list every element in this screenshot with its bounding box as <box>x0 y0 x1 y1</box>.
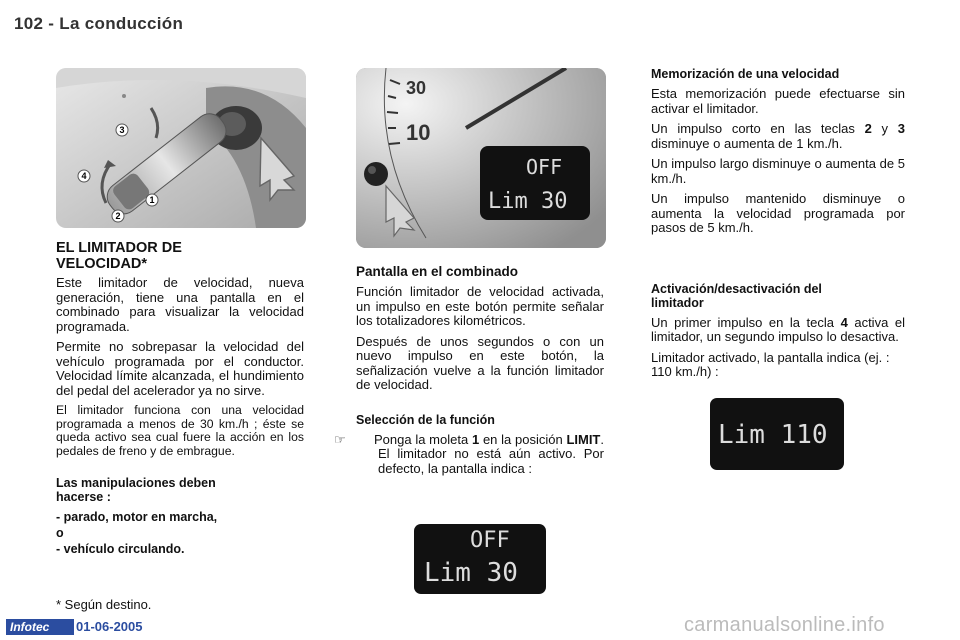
lcd-off-line1: OFF <box>470 528 510 553</box>
manipulation-heading: Las manipulaciones deben hacerse : <box>56 476 216 505</box>
infotec-logo: Infotec <box>6 619 74 635</box>
label-3: 3 <box>119 125 125 135</box>
dial-label-30: 30 <box>406 78 427 98</box>
lcd-off-line2: Lim 30 <box>424 558 518 588</box>
col1-paragraph-3: El limitador funciona con una velocidad programada a menos de 30 km./h ; éste se queda activo sea cual fuere la acción en los pedales de freno y de embrague. <box>56 403 304 458</box>
section-title: La conducción <box>59 14 184 33</box>
lcd-110-line: Lim 110 <box>718 420 828 450</box>
page-title <box>14 14 183 34</box>
manipulation-item-1: - parado, motor en marcha, <box>56 510 218 525</box>
label-1: 1 <box>149 195 155 205</box>
column-3 <box>651 67 905 386</box>
cluster-illustration <box>356 68 606 248</box>
column-2 <box>334 264 604 482</box>
label-2: 2 <box>115 211 121 221</box>
manipulation-item-2: - vehículo circulando. <box>56 542 185 557</box>
cluster-lcd-line1: OFF <box>526 155 563 179</box>
footer-date: 01-06-2005 <box>76 619 143 634</box>
watermark: carmanualsonline.info <box>684 614 885 636</box>
col3-paragraph-6: Limitador activado, la pantalla indica (ej. : 110 km./h) : <box>651 349 890 379</box>
limiter-heading: EL LIMITADOR DE VELOCIDAD* <box>56 240 182 272</box>
col1-paragraph-2: Permite no sobrepasar la velocidad del vehículo programada por el conductor. Velocidad límite alcanzada, el hundimiento del pedal del acelerador ya no sirve. <box>56 339 304 398</box>
lcd-display-off <box>414 524 546 594</box>
hand-pointer-icon: ☞ <box>334 431 346 447</box>
col3-paragraph-5: Un primer impulso en la tecla 4 activa el limitador, un segundo impulso lo desactiva. <box>651 314 905 344</box>
column-1 <box>56 240 304 556</box>
selection-instruction: ☞ Ponga la moleta 1 en la posición LIMIT. El limitador no está aún activo. Por defecto, la pantalla indica : <box>334 431 604 476</box>
manipulation-or: o <box>56 526 64 541</box>
col2-paragraph-2: Después de unos segundos o con un nuevo impulso en este botón, la señalización vuelve a la función limitador de velocidad. <box>356 333 604 392</box>
stalk-illustration <box>56 68 306 228</box>
col1-paragraph-1: Este limitador de velocidad, nueva generación, tiene una pantalla en el combinado para visualizar la velocidad programada. <box>56 275 304 334</box>
limit-position: LIMIT <box>566 431 601 447</box>
page-number: 102 <box>14 14 44 33</box>
title-separator: - <box>48 14 55 33</box>
display-heading: Pantalla en el combinado <box>356 264 519 279</box>
dial-label-10: 10 <box>406 120 431 145</box>
key-3: 3 <box>897 121 905 136</box>
selection-heading: Selección de la función <box>356 412 495 427</box>
key-4: 4 <box>840 314 848 330</box>
label-4: 4 <box>81 171 87 181</box>
memorization-heading: Memorización de una velocidad <box>651 67 840 81</box>
cluster-lcd-line2: Lim 30 <box>488 189 568 214</box>
col3-paragraph-1: Esta memorización puede efectuarse sin activar el limitador. <box>651 86 905 116</box>
activation-heading: Activación/desactivación del limitador <box>651 281 822 310</box>
col2-paragraph-1: Función limitador de velocidad activada, un impulso en este botón permite señalar los totalizadores kilométricos. <box>356 284 604 328</box>
footnote: * Según destino. <box>56 597 152 612</box>
col3-paragraph-3: Un impulso largo disminuye o aumenta de 5 km./h. <box>651 156 905 186</box>
col3-paragraph-2: Un impulso corto en las teclas 2 y 3 disminuye o aumenta de 1 km./h. <box>651 121 905 151</box>
key-1: 1 <box>471 431 480 447</box>
col3-paragraph-4: Un impulso mantenido disminuye o aumenta la velocidad programada por pasos de 5 km./h. <box>651 191 905 235</box>
lcd-display-110 <box>710 398 844 470</box>
key-2: 2 <box>864 121 872 136</box>
